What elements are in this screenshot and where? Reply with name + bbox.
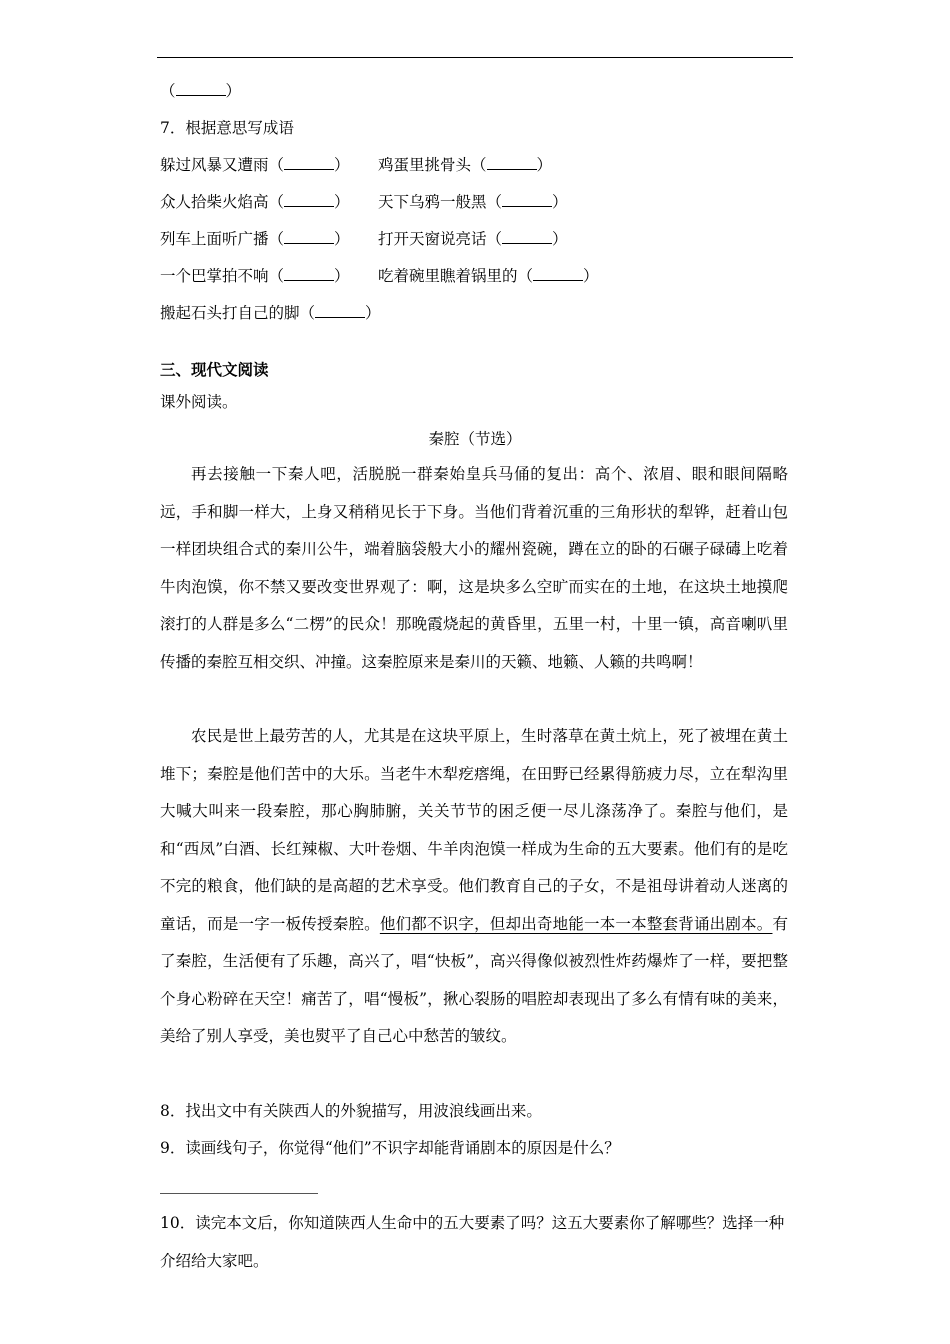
answer-line[interactable] (160, 1193, 318, 1194)
answer-blank[interactable] (315, 303, 365, 318)
section-heading: 三、现代文阅读 (160, 360, 269, 379)
answer-blank[interactable] (284, 266, 334, 281)
question-8: 8．找出文中有关陕西人的外貌描写，用波浪线画出来。 (160, 1102, 542, 1120)
section-instruction: 课外阅读。 (160, 393, 238, 411)
answer-blank[interactable] (176, 81, 226, 96)
answer-blank[interactable] (502, 192, 552, 207)
answer-blank[interactable] (284, 192, 334, 207)
question-9: 9．读画线句子，你觉得“他们”不识字却能背诵剧本的原因是什么？ (160, 1139, 620, 1157)
article-title: 秦腔（节选） (428, 430, 522, 448)
answer-blank[interactable] (502, 229, 552, 244)
q7-row-right: 鸡蛋里挑骨头（ ） (378, 156, 553, 174)
header-rule (157, 57, 793, 58)
q7-row-right: 吃着碗里瞧着锅里的（ ） (378, 267, 599, 285)
q7-row: 列车上面听广播（ ） (160, 230, 350, 248)
q7-last-row: 搬起石头打自己的脚（ ） (160, 304, 381, 322)
article-paragraph-2: 农民是世上最劳苦的人，尤其是在这块平原上，生时落草在黄土炕上，死了被埋在黄土堆下；秦腔是他们苦中的大乐。当老牛木犁疙瘩绳，在田野已经累得筋疲力尽，立在犁沟里大喊大叫来一段秦腔，那心胸肺腑，关关节节的困乏便一尽儿涤荡净了。秦腔与他们，是和“西凤”白酒、长红辣椒、大叶卷烟、牛羊肉泡馍一样成为生命的五大要素。他们有的是吃不完的粮食，他们缺的是高超的艺术享受。他们教育自己的子女，不是祖母讲着动人迷离的童话，而是一字一板传授秦腔。他们都不识字，但却出奇地能一本一本整套背诵出剧本。有了秦腔，生活便有了乐趣，高兴了，唱“快板”，高兴得像似被烈性炸药爆炸了一样，要把整个身心粉碎在天空！痛苦了，唱“慢板”，揪心裂肠的唱腔却表现出了多么有情有味的美来，美给了别人享受，美也熨平了自己心中愁苦的皱纹。 (160, 727, 788, 1045)
q7-row: 一个巴掌拍不响（ ） (160, 267, 350, 285)
q7-row-right: 天下乌鸦一般黑（ ） (378, 193, 568, 211)
underlined-sentence: 他们都不识字，但却出奇地能一本一本整套背诵出剧本。 (379, 914, 773, 933)
question-10: 10．读完本文后，你知道陕西人生命中的五大要素了吗？这五大要素你了解哪些？选择一种介绍给大家吧。 (160, 1214, 785, 1270)
q7-row-right: 打开天窗说亮话（ ） (378, 230, 568, 248)
answer-blank[interactable] (487, 155, 537, 170)
article-paragraph-1: 再去接触一下秦人吧，活脱脱一群秦始皇兵马俑的复出：高个、浓眉、眼和眼间隔略远，手和脚一样大，上身又稍稍见长于下身。当他们背着沉重的三角形状的犁铧，赶着山包一样团块组合式的秦川公牛，端着脑袋般大小的耀州瓷碗，蹲在立的卧的石碾子碌碡上吃着牛肉泡馍，你不禁又要改变世界观了：啊，这是块多么空旷而实在的土地，在这块土地摸爬滚打的人群是多么“二楞”的民众！那晚霞烧起的黄昏里，五里一村，十里一镇，高音喇叭里传播的秦腔互相交织、冲撞。这秦腔原来是秦川的天籁、地籁、人籁的共鸣啊！ (160, 465, 788, 671)
answer-blank[interactable] (284, 229, 334, 244)
answer-blank[interactable] (533, 266, 583, 281)
q7-row: 众人拾柴火焰高（ ） (160, 193, 350, 211)
q7-stem: 7．根据意思写成语 (160, 119, 294, 137)
q7-row: 躲过风暴又遭雨（ ） (160, 156, 350, 174)
answer-blank[interactable] (284, 155, 334, 170)
q6-answer-blank: （ ） (160, 82, 242, 100)
